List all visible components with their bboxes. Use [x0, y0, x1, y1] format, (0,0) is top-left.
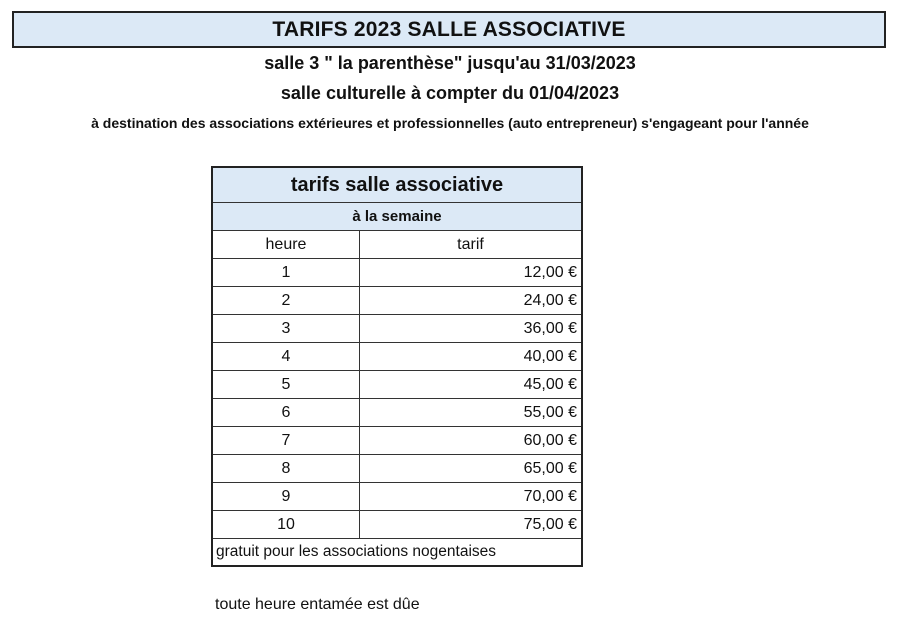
- cell-heure: 9: [213, 483, 360, 510]
- column-header-tarif: tarif: [457, 235, 484, 253]
- cell-heure: 10: [213, 511, 360, 538]
- table-row: [213, 511, 581, 539]
- cell-tarif: 45,00 €: [523, 375, 577, 393]
- cell-tarif: 60,00 €: [523, 431, 577, 449]
- cell-heure: 2: [213, 287, 360, 314]
- subtitle-salle-3: salle 3 " la parenthèse" jusqu'au 31/03/2023: [264, 53, 636, 73]
- table-row: [213, 371, 581, 399]
- subtitle-salle-culturelle: salle culturelle à compter du 01/04/2023: [280, 83, 620, 103]
- footer-note: toute heure entamée est dûe: [215, 596, 420, 613]
- cell-tarif: 55,00 €: [523, 403, 577, 421]
- column-header-heure: heure: [213, 231, 360, 258]
- table-body: [213, 259, 581, 539]
- cell-tarif: 75,00 €: [523, 515, 577, 533]
- cell-heure: 5: [213, 371, 360, 398]
- page-title: TARIFS 2023 SALLE ASSOCIATIVE: [12, 11, 886, 48]
- table-header-row: [213, 231, 581, 259]
- cell-heure: 4: [213, 343, 360, 370]
- table-row: [213, 399, 581, 427]
- cell-heure: 7: [213, 427, 360, 454]
- cell-tarif: 40,00 €: [523, 347, 577, 365]
- table-row: [213, 287, 581, 315]
- table-subtitle: à la semaine: [213, 203, 581, 231]
- cell-tarif: 65,00 €: [523, 459, 577, 477]
- cell-heure: 1: [213, 259, 360, 286]
- audience-note: à destination des associations extérieures et professionnelles (auto entrepreneur) s'engageant pour l'année: [91, 115, 809, 131]
- cell-heure: 6: [213, 399, 360, 426]
- cell-heure: 3: [213, 315, 360, 342]
- cell-tarif: 24,00 €: [523, 291, 577, 309]
- cell-tarif: 36,00 €: [523, 319, 577, 337]
- cell-tarif: 70,00 €: [523, 487, 577, 505]
- table-row: [213, 315, 581, 343]
- table-row: [213, 483, 581, 511]
- cell-heure: 8: [213, 455, 360, 482]
- cell-tarif: 12,00 €: [523, 263, 577, 281]
- table-row: [213, 259, 581, 287]
- tarif-table: [211, 166, 583, 567]
- table-footer-note: gratuit pour les associations nogentaises: [216, 543, 497, 560]
- table-row: [213, 427, 581, 455]
- table-title: tarifs salle associative: [213, 168, 581, 203]
- table-row: [213, 455, 581, 483]
- table-row: [213, 343, 581, 371]
